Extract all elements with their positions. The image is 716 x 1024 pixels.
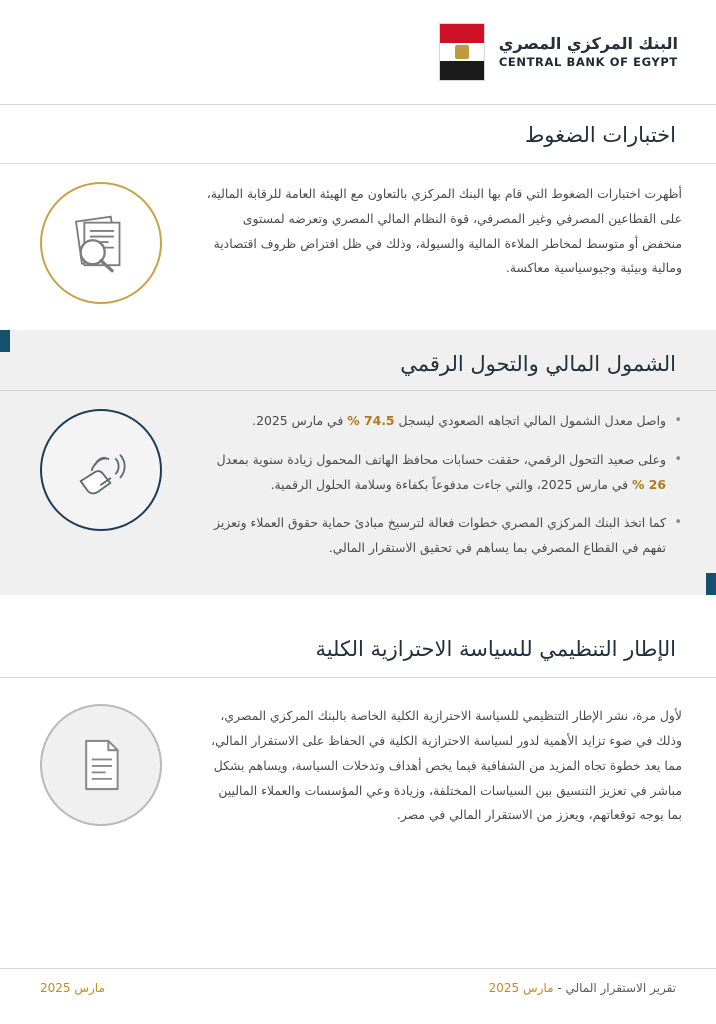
bank-name-english: CENTRAL BANK OF EGYPT: [498, 55, 678, 70]
list-item: [202, 409, 682, 434]
section-financial-inclusion: [0, 330, 716, 595]
footer-page-label: مارس 2025: [40, 981, 105, 995]
footer-report-title: [489, 981, 676, 995]
cbe-logo: [499, 35, 678, 70]
page-footer: [0, 968, 716, 1024]
section-content-macroprudential: [0, 678, 716, 846]
section-title-financial-inclusion: الشمول المالي والتحول الرقمي: [400, 352, 676, 376]
bullet-text-part: وعلى صعيد التحول الرقمي، حققت حسابات محافظ الهاتف المحمول زيادة سنوية بمعدل: [216, 451, 666, 467]
page-title: اختبارات الضغوط: [524, 123, 676, 147]
bank-name-arabic: البنك المركزي المصري: [498, 33, 678, 53]
section-heading: الإطار التنظيمي للسياسة الاحترازية الكلية: [315, 637, 676, 662]
header-logo-group: [439, 23, 678, 81]
list-item: [202, 448, 682, 498]
footer-report-label: تقرير الاستقرار المالي -: [553, 981, 676, 995]
contactless-payment-icon: [40, 409, 162, 531]
documents-magnifier-icon: [40, 182, 162, 304]
bullet-highlight: 26 %: [632, 476, 666, 492]
footer-report-date: مارس 2025: [488, 981, 554, 995]
macroprudential-paragraph: لأول مرة، نشر الإطار التنظيمي للسياسة الاحترازية الكلية الخاصة بالبنك المركزي المصري، وذلك في ضوء تزايد الأهمية لدور لسياسة الاحترازية الكلية في الحفاظ على الاستقرار المالي، مما يعد خطوة تجاه المزيد من الشفافية فيما يخص أهداف وتدخلات السياسة، ويساهم بشكل مباشر في تعزيز التنسيق بين السياسات المختلفة، وزيادة وعي المؤسسات والعملاء الماليين بما يوجه توقعاتهم، ويعزز من الاستقرار المالي في مصر.: [211, 708, 682, 823]
section-content-financial-inclusion: [0, 391, 716, 579]
stress-tests-paragraph: أظهرت اختبارات الضغوط التي قام بها البنك المركزي بالتعاون مع الهيئة العامة للرقابة المالية، على القطاعين المصرفي وغير المصرفي، قوة النظام المالي المصري وتعرضه لمستوى منخفض أو متوسط لمخاطر الملاءة المالية والسيولة، وذلك في ظل افتراض ظروف اقتصادية ومالية وبيئية وجيوسياسية معاكسة.: [206, 186, 682, 276]
egypt-flag-icon: [439, 23, 485, 81]
section-title-stress-tests: [0, 105, 716, 163]
financial-inclusion-bullets: [202, 409, 682, 561]
bullet-text-part: كما اتخذ البنك المركزي المصري خطوات فعالة لترسيخ مبادئ حماية حقوق العملاء وتعزيز تفهم في القطاع المصرفي بما يساهم في تحقيق الاستقرار المالي.: [214, 515, 666, 556]
bullet-highlight: 74.5 %: [347, 413, 395, 428]
bullet-text-part: في مارس 2025.: [252, 413, 348, 428]
band-accent-top-left: [0, 330, 10, 352]
document-page-icon: [40, 704, 162, 826]
band-accent-bottom-right: [706, 573, 716, 595]
list-item: [202, 511, 682, 561]
section-content-stress-tests: [0, 164, 716, 322]
bullet-text-part: واصل معدل الشمول المالي اتجاهه الصعودي ليسجل: [394, 413, 666, 428]
page-header: [0, 0, 716, 104]
bullet-text-part: في مارس 2025، والتي جاءت مدفوعاً بكفاءة وسلامة الحلول الرقمية.: [270, 476, 633, 492]
section-title-macroprudential: [0, 595, 716, 677]
